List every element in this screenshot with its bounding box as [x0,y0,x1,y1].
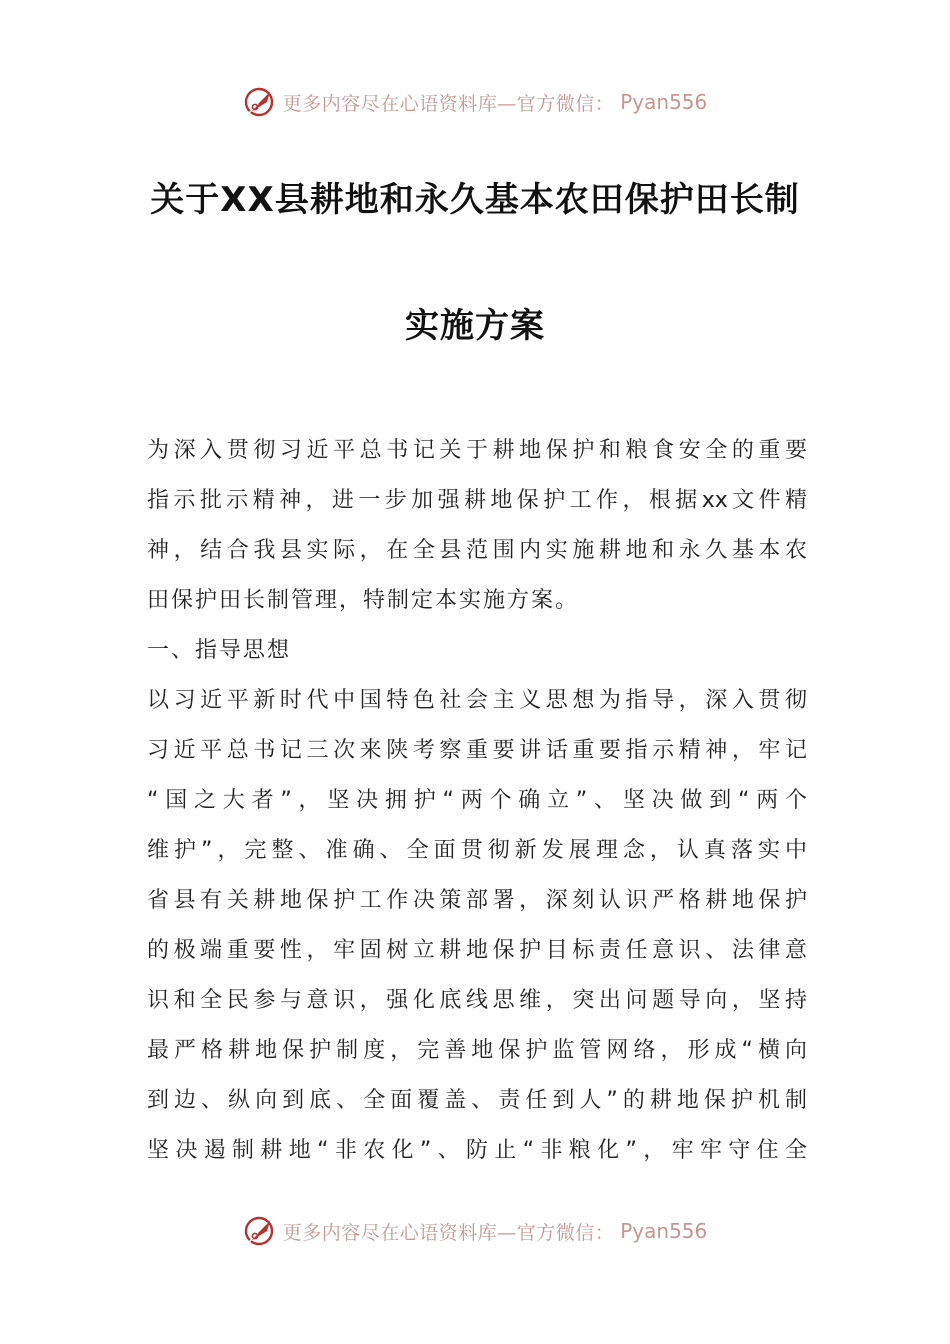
quill-pen-circle-icon [243,1214,277,1248]
body-line: 识和全民参与意识，强化底线思维，突出问题导向，坚持 [147,988,807,1013]
document-body [147,426,807,1176]
header-watermark [0,82,950,122]
body-line: 的极端重要性，牢固树立耕地保护目标责任意识、法律意 [147,938,807,963]
body-line: 为深入贯彻习近平总书记关于耕地保护和粮食安全的重要 [147,438,807,463]
watermark-wechat-id: Pyan556 [620,90,708,114]
body-line: 维护”，完整、准确、全面贯彻新发展理念，认真落实中 [147,838,807,863]
body-line: 最严格耕地保护制度，完善地保护监管网络，形成“横向 [147,1038,807,1063]
watermark-text: 更多内容尽在心语资料库—官方微信： [282,92,615,115]
watermark-wechat-id: Pyan556 [620,1219,708,1243]
body-line: 田保护田长制管理，特制定本实施方案。 [147,588,580,613]
document-title-line-2: 实施方案 [405,306,545,346]
section-heading: 一、指导思想 [147,638,292,663]
body-line: 到边、纵向到底、全面覆盖、责任到人”的耕地保护机制 [147,1088,807,1113]
document-title-line-1: 关于XX县耕地和永久基本农田保护田长制 [150,180,800,220]
body-line: 神，结合我县实际，在全县范围内实施耕地和永久基本农 [147,538,807,563]
body-line: “国之大者”，坚决拥护“两个确立”、坚决做到“两个 [147,788,807,813]
watermark-text: 更多内容尽在心语资料库—官方微信： [282,1221,615,1244]
body-line: 坚决遏制耕地“非农化”、防止“非粮化”，牢牢守住全 [147,1138,807,1163]
footer-watermark [0,1211,950,1251]
body-line: 省县有关耕地保护工作决策部署，深刻认识严格耕地保护 [147,888,807,913]
body-line: 以习近平新时代中国特色社会主义思想为指导，深入贯彻 [147,688,807,713]
quill-pen-circle-icon [243,85,277,119]
body-line: 指示批示精神，进一步加强耕地保护工作，根据xx文件精 [147,488,807,513]
body-line: 习近平总书记三次来陕考察重要讲话重要指示精神，牢记 [147,738,807,763]
